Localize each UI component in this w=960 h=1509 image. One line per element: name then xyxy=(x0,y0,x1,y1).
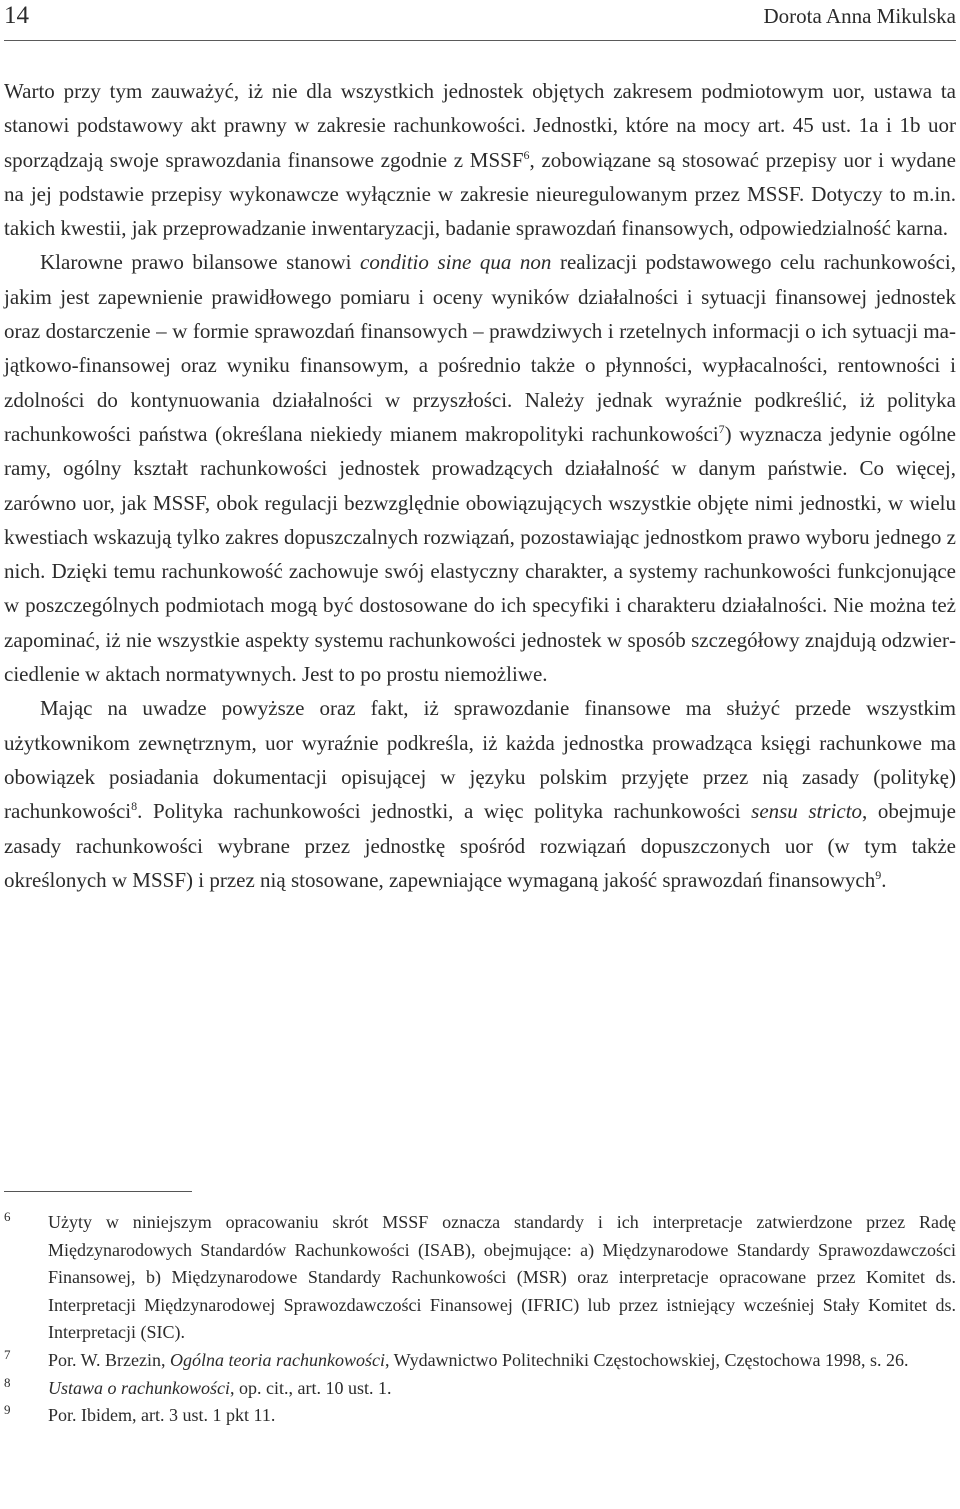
footnote-number: 8 xyxy=(4,1374,11,1390)
footnote-6: 6 Użyty w niniejszym opracowaniu skrót MSSF oznacza standardy i ich interpretacje zatwierdzone przez Radę Międzynarodowych Standardów Rachunkowości (ISAB), obejmujące: a) Międzynarodowe Standardy Sprawozdawczości Finansowej, b) Międzynarodowe Standardy Rachunkowości (MSR) oraz interpretacje opracowane przez Komitet ds. Interpretacji Międzynarodowej Sprawozdawczości Finansowej (IFRIC) lub przez istniejący wcześniej Stały Komitet ds. Interpretacji (SIC). xyxy=(4,1209,956,1347)
footnote-number: 7 xyxy=(4,1346,11,1362)
footnote-number: 6 xyxy=(4,1209,11,1224)
page-header xyxy=(4,0,956,41)
footnote-9: 9 Por. Ibidem, art. 3 ust. 1 pkt 11. xyxy=(4,1402,956,1430)
footnotes xyxy=(4,1209,956,1430)
footnote-ref-6[interactable]: 6 xyxy=(523,147,530,162)
body-text xyxy=(4,74,956,897)
paragraph-1: Warto przy tym zauważyć, iż nie dla wszystkich jednostek objętych zakresem podmiotowym uor, ustawa ta stanowi podstawowy akt prawny w zakresie rachunkowości. Jednostki, które na mocy art. 45 ust. 1a i 1b uor sporządzają swoje sprawozdania finansowe zgodnie z MSSF$^6$, zobowiązane są stosować przepisy uor i wydane na jej podstawie przepisy wykonawcze wyłącznie w zakresie nieuregulowanym przez MSSF. Dotyczy to m.in. takich kwestii, jak przeprowadzanie inwentaryzacji, badanie sprawozdań finansowych, odpowiedzialność karna. xyxy=(4,79,956,241)
footnote-number: 9 xyxy=(4,1402,11,1418)
footnote-7: 7 Por. W. Brzezin, Ogólna teoria rachunkowości, Wydawnictwo Politechniki Częstochowskiej, Częstochowa 1998, s. 26. xyxy=(4,1347,956,1375)
paragraph-2: Klarowne prawo bilansowe stanowi conditio sine qua non realizacji podstawowego celu rachunkowości, jakim jest zapewnienie prawidłowego pomiaru i oceny wyników działalności i sytuacji finansowej jednostek oraz dostarczenie – w formie sprawozdań finansowych – prawdziwych i rzetelnych informacji o ich sytuacji majątkowo-finansowej oraz wyniku finansowym, a pośrednio także o płynności, wypłacalności, rentowności i zdolności do kontynuowania działalności w przyszłości. Należy jednak wyraźnie podkreślić, iż polityka rachunkowości państwa (określana niekiedy mianem makropolityki rachunkowości$^7$) wyznacza jedynie ogólne ramy, ogólny kształt rachunkowości jednostek prowadzących działalność w danym państwie. Co więcej, zarówno uor, jak MSSF, obok regulacji bezwzględnie obowiązujących wszystkie objęte nimi jednostki, w wielu kwestiach wskazują tylko zakres dopuszczalnych rozwiązań, pozostawiając jednostkom prawo wyboru jednego z nich. Dzięki temu rachunkowość zachowuje swój elastyczny charakter, a systemy rachunkowości funkcjonujące w poszczególnych podmiotach mogą być dostosowane do ich specyfiki i charakteru działalności. Nie można też zapominać, iż nie wszystkie aspekty systemu rachunkowości jednostek w sposób szczegółowy znajdują odzwierciedlenie w aktach normatywnych. Jest to po prostu niemożliwe. xyxy=(4,250,956,687)
footnote-ref-7[interactable]: 7 xyxy=(718,421,725,436)
footnote-separator xyxy=(4,1191,192,1192)
paragraph-3: Mając na uwadze powyższe oraz fakt, iż sprawozdanie finansowe ma służyć przede wszystkim użytkownikom zewnętrznym, uor wyraźnie podkreśla, iż każda jednostka prowadząca księgi rachunkowe ma obowiązek posiadania dokumentacji opisującej w języku polskim przyjęte przez nią zasady (politykę) rachunkowości$^8$. Polityka rachunkowości jednostki, a więc polityka rachunkowości sensu stricto, obejmuje zasady rachunkowości wybrane przez jednostkę spośród rozwiązań dopuszczonych uor (w tym także określonych w MSSF) i przez nią stosowane, zapewniające wymaganą jakość sprawozdań finansowych$^9$. xyxy=(4,696,956,892)
footnote-8: 8 Ustawa o rachunkowości, op. cit., art. 10 ust. 1. xyxy=(4,1375,956,1403)
page-number: 14 xyxy=(4,2,29,29)
running-head-author: Dorota Anna Mikulska xyxy=(763,4,956,28)
footnote-ref-9[interactable]: 9 xyxy=(875,867,882,882)
footnote-ref-8[interactable]: 8 xyxy=(131,799,138,814)
